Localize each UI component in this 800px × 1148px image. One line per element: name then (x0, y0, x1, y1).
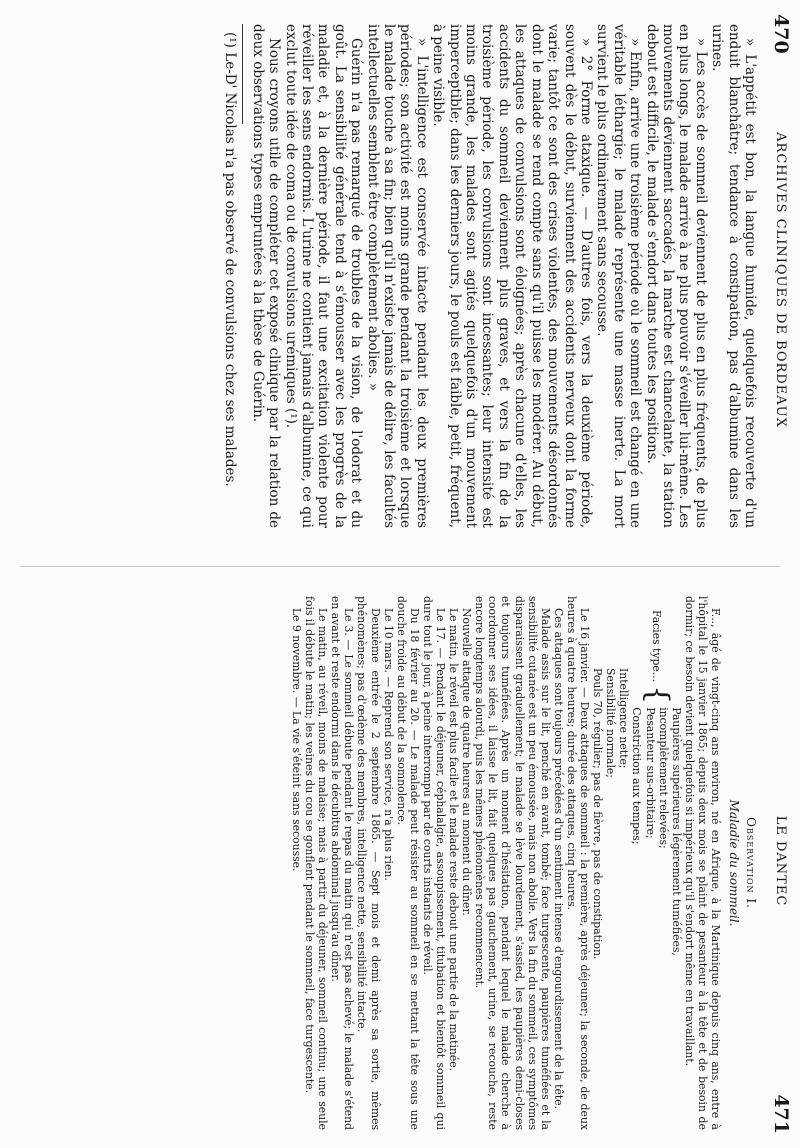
clinical-signs (591, 668, 630, 1130)
clinical-sign: Sensibilité normale; (604, 668, 618, 778)
facies-block (630, 610, 682, 1130)
paragraph: » L'appétit est bon, la langue humide, quelquefois recouverte d'un enduit blanchâtre; tendance à constipation, pas d'albumine dans les urines. (709, 24, 758, 528)
facies-item: Pesanteur sus-orbitaire; (643, 707, 657, 839)
paragraph: » Enfin, arrive une troisième période où le sommeil est changé en une véritable léthargie; le malade représente une masse inerte. La mort survient le plus ordinairement sans secousse. (594, 24, 644, 528)
paragraph: Nous croyons utile de compléter cet exposé clinique par la relation de deux observations types empruntées à la thèse de Guérin. (249, 24, 283, 528)
facies-label: Facies type... (650, 610, 664, 683)
facies-list (630, 707, 682, 956)
paragraph: Le 3. — Le sommeil débute pendant le repas du matin qui n'est pas achevé; le malade s'étend en avant et reste endormi dans le décubitus abdominal jusqu'au dîner. (329, 596, 356, 1130)
paragraph: Nouvelle attaque de quatre heures au moment du dîner. (460, 608, 474, 916)
left-page-header (764, 14, 792, 546)
paragraph: Malade assis sur le lit, penché en avant, tombé; face turgescente, paupières tuméfiées et la sensibilité cutanée est un peu émoussée, mais non abolie. Vers la fin du sommeil, ces symptômes disparaissent graduellement; le malade se lève lourdement, s'assied, les paupières demi-closes et toujours tuméfiées. Après un moment d'hésitation, pendant lequel le malade cherche à coordonner ses idées, il laisse le lit, fait quelques pas gauchement, urine, se recouche, reste encore longtemps alourdi, puis les mêmes phénomènes recommencent. (473, 596, 552, 1130)
observation-title: Observation I. (744, 817, 758, 909)
paragraph: Le matin, le réveil est plus facile et le malade reste debout une partie de la matinée. (447, 608, 461, 1072)
page-number: 471 (770, 1094, 792, 1134)
paragraph: Ces attaques sont toujours précédées d'un sentiment intense d'engourdissement de la tête. (551, 608, 565, 1110)
running-head: ARCHIVES CLINIQUES DE BORDEAUX (773, 132, 788, 428)
paragraph: » Les accès de sommeil deviennent de plus en plus fréquents, de plus en plus longs, le malade arrive à ne plus pouvoir s'éveiller lui-même. Les mouvements deviennent saccadés, la marche est chancelante, la station debout est difficile, le malade s'endort dans toutes les positions. (643, 24, 709, 528)
paragraph: Le 9 novembre. — La vie s'éteint sans secousse. (290, 608, 303, 872)
facies-item: Constriction aux tempes; (630, 707, 644, 845)
gutter-divider (20, 566, 780, 567)
right-page-header (764, 588, 792, 1134)
paragraph: Le 10 mars. — Reprend son service, n'a plus rien. (381, 608, 395, 881)
paragraph: » 2° Forme ataxique. — D'autres fois, vers la deuxième période, souvent dès le début, surviennent des accidents nerveux dont la forme varie; tantôt ce sont des crises violentes, des mouvements désordonnés dont le malade se rend compte sans qu'il puisse les modérer. Au début, les attaques de convulsions sont éloignées; après chacune d'elles, les accidents du sommeil deviennent plus graves, et vers la fin de la troisième période, les convulsions sont incessantes; leur intensité est moins grande, les malades sont agités quelquefois d'un mouvement imperceptible; dans les derniers jours, le pouls est faible, petit, fréquent, à peine visible. (430, 24, 594, 528)
left-page (0, 0, 800, 560)
paragraph: Le 17. — Pendant le déjeuner, céphalalgie, assoupissement, titubation et bientôt sommeil qui dure tout le jour, à peine interrompu par de courts instants de réveil. (420, 596, 448, 1130)
right-text-column (10, 596, 758, 1130)
paragraph: » L'intelligence est conservée intacte pendant les deux premières périodes; son activité est moins grande pendant la troisième et lorsque le malade touche à sa fin; bien qu'il n'existe jamais de délire, les facultés intellectuelles semblent être complètement abolies. » (364, 24, 430, 528)
brace-symbol: { (639, 685, 675, 705)
observation-subtitle: Maladie du sommeil. (727, 799, 741, 927)
observation-intro: F..., âgé de vingt-cinq ans environ, né en Afrique, à la Martinique depuis cinq ans, entre à l'hôpital le 15 janvier 1865; depuis deux mois se plaint de pesanteur à la tête et de besoin de dormir; ce besoin devient quelquefois si impérieux qu'il s'endort même en travaillant. (682, 596, 722, 1130)
clinical-sign: Intelligence nette; (617, 668, 631, 769)
facies-item: incomplètement relevées; (656, 707, 670, 849)
clinical-sign: Pouls 70, régulier; pas de fièvre, pas de constipation. (591, 668, 605, 960)
paragraph: Deuxième entrée le 2 septembre 1865. — Sept mois et demi après sa sortie, mêmes phénomènes; pas d'œdème des membres, intelligence nette, sensibilité intacte. (355, 596, 382, 1130)
right-page (0, 574, 800, 1148)
page-number: 470 (770, 14, 792, 54)
paragraph: Le matin, au réveil, moins de malaise; mais à partir du déjeuner, sommeil continu; une seule fois il débute le matin; les veines du cou se gonflent pendant le sommeil, face turgescente. (303, 596, 330, 1130)
left-text-column (10, 24, 758, 528)
footnote-rule (242, 24, 243, 124)
running-head: LE DANTEC (773, 815, 788, 907)
paragraph: Guérin n'a pas remarqué de troubles de la vision, de l'odorat et du goût. La sensibilité générale tend à s'émousser avec les progrès de la maladie et, à la dernière période, il faut une excitation violente pour réveiller les sens endormis. L'urine ne contient jamais d'albumine, ce qui exclut toute idée de coma ou de convulsions urémiques (¹). (282, 24, 365, 528)
facies-item: Paupières supérieures légèrement tuméfiées, (669, 707, 683, 956)
footnote: (¹) Le-D' Nicolas n'a pas observé de convulsions chez ses malades. (222, 32, 239, 487)
paragraph: Du 18 février au 20. — Le malade peut résister au sommeil en se mettant la tête sous une douche froide au début de la somnolence. (394, 596, 421, 1130)
paragraph: Le 16 janvier. — Deux attaques de sommeil : la première, après déjeuner; la seconde, de deux heures à quatre heures; durée des attaques, cinq heures. (564, 596, 592, 1130)
